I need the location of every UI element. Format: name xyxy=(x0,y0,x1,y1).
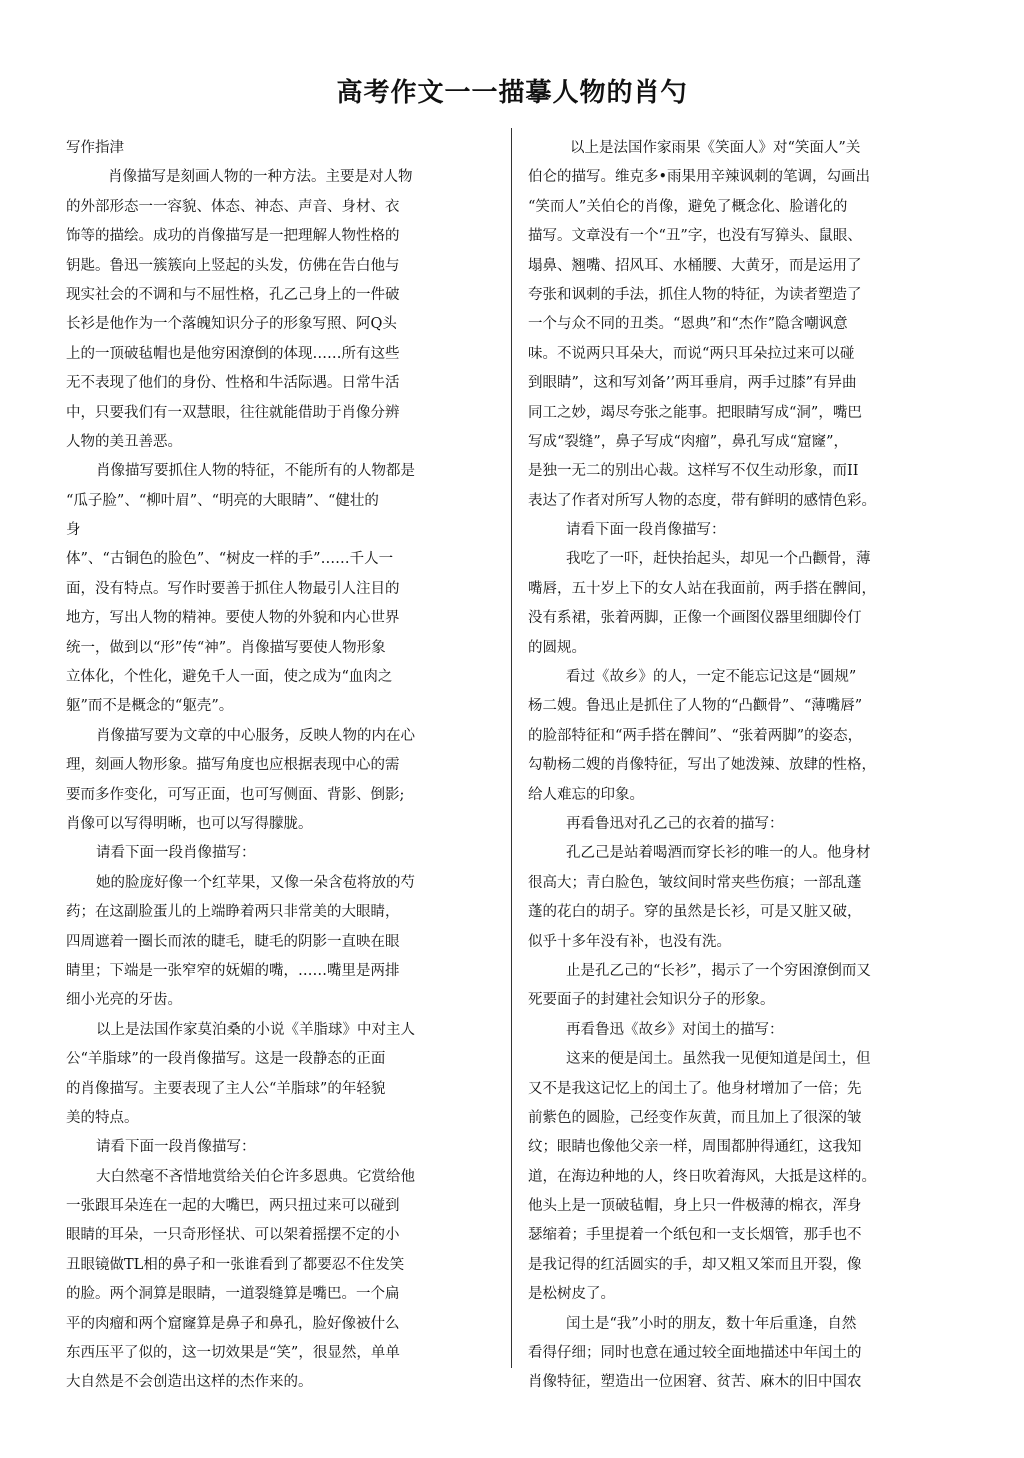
text-line: 中，只要我们有一双慧眼，往往就能借助于肖像分辨 xyxy=(66,404,400,421)
text-line: 钥匙。鲁迅一簇簇向上竖起的头发，仿佛在告白他与 xyxy=(66,257,400,274)
text-line: 瑟缩着；手里提着一个纸包和一支长烟管，那手也不 xyxy=(528,1227,862,1244)
text-line: 地方，写出人物的精神。要使人物的外貌和内心世界 xyxy=(66,610,400,627)
text-line: 身 xyxy=(66,522,81,539)
text-line: 道，在海边种地的人，终日吹着海风，大抵是这样的。 xyxy=(528,1168,876,1185)
text-line: 我吃了一吓，赶快抬起头，却见一个凸颧骨，薄 xyxy=(566,551,871,568)
text-line: 夸张和讽刺的手法，抓住人物的特征，为读者塑造了 xyxy=(528,286,862,303)
text-line: 面，没有特点。写作时要善于抓住人物最引人注目的 xyxy=(66,580,400,597)
text-line: 美的特点。 xyxy=(66,1109,139,1126)
text-line: 请看下面一段肖像描写： xyxy=(96,1139,256,1156)
text-line: 表达了作者对所写人物的态度，带有鲜明的感情色彩。 xyxy=(528,492,876,509)
text-line: 味。不说两只耳朵大，而说“两只耳朵拉过来可以碰 xyxy=(528,345,855,362)
text-line: 以上是法国作家莫泊桑的小说《羊脂球》中对主人 xyxy=(96,1021,415,1038)
text-line: 没有系裙，张着两脚，正像一个画图仪器里细脚伶仃 xyxy=(528,610,862,627)
text-line: 死要面子的封建社会知识分子的形象。 xyxy=(528,992,775,1009)
text-line: 理，刻画人物形象。描写角度也应根据表现中心的需 xyxy=(66,757,400,774)
text-line: 闰土是“我”小时的朋友，数十年后重逢，自然 xyxy=(566,1315,857,1332)
text-line: 的脸部特征和“两手搭在髀间”、“张着两脚”的姿态， xyxy=(528,727,863,744)
text-line: 丑眼镜做TL相的鼻子和一张谁看到了都要忍不住发笑 xyxy=(66,1256,405,1273)
text-line: 睛里；下端是一张窄窄的妩媚的嘴，……嘴里是两排 xyxy=(66,962,400,979)
text-line: 无不表现了他们的身份、性格和牛活际遇。日常牛活 xyxy=(66,375,400,392)
text-line: 统一，做到以“形”传“神”。肖像描写要使人物形象 xyxy=(66,639,386,656)
page-title: 高考作文一一描摹人物的肖勺 xyxy=(336,78,688,108)
text-line: 止是孔乙己的“长衫”，揭示了一个穷困潦倒而又 xyxy=(566,962,871,979)
text-line: 杨二嫂。鲁迅止是抓住了人物的“凸颧骨”、“薄嘴唇” xyxy=(528,698,863,715)
text-line: 勾勒杨二嫂的肖像特征，写出了她泼辣、放肆的性格， xyxy=(528,757,876,774)
text-line: 似乎十多年没有补，也没有洗。 xyxy=(528,933,731,950)
text-line: 公“羊脂球”的一段肖像描写。这是一段静态的正面 xyxy=(66,1051,386,1068)
text-line: 上的一顶破毡帽也是他穷困潦倒的体现……所有这些 xyxy=(66,345,400,362)
text-line: 肖像描写要抓住人物的特征，不能所有的人物都是 xyxy=(96,463,415,480)
text-line: 肖像特征，塑造出一位困窘、贫苦、麻木的旧中国农 xyxy=(528,1374,862,1391)
text-line: 一张跟耳朵连在一起的大嘴巴，两只扭过来可以碰到 xyxy=(66,1198,400,1215)
text-line: 要而多作变化，可写正面，也可写侧面、背影、倒影; xyxy=(66,786,405,803)
text-line: 伯仑的描写。维克多•雨果用辛辣讽刺的笔调，勾画出 xyxy=(528,169,871,186)
text-line: 他头上是一顶破毡帽，身上只一件极薄的棉衣，浑身 xyxy=(528,1198,862,1215)
text-line: 又不是我这记忆上的闰土了。他身材增加了一倍；先 xyxy=(528,1080,862,1097)
text-line: 再看鲁迅对孔乙己的衣着的描写： xyxy=(566,815,784,832)
text-line: 纹；眼睛也像他父亲一样，周围都肿得通红，这我知 xyxy=(528,1139,862,1156)
text-line: 蓬的花白的胡子。穿的虽然是长衫，可是又脏又破， xyxy=(528,904,862,921)
text-line: “笑而人”关伯仑的肖像，避免了概念化、脸谱化的 xyxy=(528,198,848,215)
text-line: 同工之妙，竭尽夸张之能事。把眼睛写成“洞”，嘴巴 xyxy=(528,404,862,421)
text-line: 塌鼻、翘嘴、招风耳、水桶腰、大黄牙，而是运用了 xyxy=(528,257,862,274)
text-line: 看过《故乡》的人，一定不能忘记这是“圆规” xyxy=(566,669,857,686)
text-line: 的圆规。 xyxy=(528,639,586,656)
text-line: 再看鲁迅《故乡》对闰土的描写： xyxy=(566,1021,784,1038)
text-line: 大自然是不会创造出这样的杰作来的。 xyxy=(66,1374,313,1391)
text-line: 眼睛的耳朵，一只奇形怪状、可以架着摇摆不定的小 xyxy=(66,1227,400,1244)
text-line: 的脸。两个洞算是眼睛，一道裂缝算是嘴巴。一个扁 xyxy=(66,1286,400,1303)
text-line: 以上是法国作家雨果《笑面人》对“笑面人”关 xyxy=(570,140,861,156)
column-divider xyxy=(511,128,512,1368)
text-line: 很高大；青白脸色，皱纹间时常夹些伤痕；一部乱蓬 xyxy=(528,874,862,891)
text-line: 躯”而不是概念的“躯壳”。 xyxy=(66,698,234,715)
text-line: 嘴唇，五十岁上下的女人站在我面前，两手搭在髀间， xyxy=(528,580,876,597)
text-line: 体”、“古铜色的脸色”、“树皮一样的手”……千人一 xyxy=(66,551,394,568)
text-line: 孔乙己是站着喝酒而穿长衫的唯一的人。他身材 xyxy=(566,845,871,862)
text-line: 人物的美丑善恶。 xyxy=(66,433,182,450)
text-line: 长衫是他作为一个落魄知识分子的形象写照、阿Q头 xyxy=(66,316,397,333)
text-line: 写成“裂缝”，鼻子写成“肉瘤”，鼻孔写成“窟窿”， xyxy=(528,433,848,450)
text-line: 这来的便是闰土。虽然我一见便知道是闰土，但 xyxy=(566,1051,871,1068)
text-line: 请看下面一段肖像描写： xyxy=(96,845,256,862)
text-line: 到眼睛”，这和写刘备’’两耳垂肩，两手过膝”有异曲 xyxy=(528,375,857,392)
left-column xyxy=(66,134,491,1398)
text-line: 前紫色的圆脸，己经变作灰黄，而且加上了很深的皱 xyxy=(528,1109,862,1126)
text-line: 药；在这副脸蛋儿的上端睁着两只非常美的大眼睛， xyxy=(66,904,400,921)
text-line: 细小光亮的牙齿。 xyxy=(66,992,182,1009)
text-line: 她的脸庞好像一个红苹果，又像一朵含苞将放的芍 xyxy=(96,874,415,891)
text-line: 的肖像描写。主要表现了主人公“羊脂球”的年轻貌 xyxy=(66,1080,386,1097)
text-line: 东西压平了似的，这一切效果是“笑”，很显然，单单 xyxy=(66,1345,400,1362)
text-line: 肖像可以写得明晰，也可以写得朦胧。 xyxy=(66,815,313,832)
text-line: 大白然毫不吝惜地赏给关伯仑许多恩典。它赏给他 xyxy=(96,1168,415,1185)
text-line: 现实社会的不调和与不屈性格，孔乙己身上的一件破 xyxy=(66,286,400,303)
text-line: 看得仔细；同时也意在通过较全面地描述中年闰土的 xyxy=(528,1345,862,1362)
text-line: “瓜子脸”、“柳叶眉”、“明亮的大眼睛”、“健壮的 xyxy=(66,492,379,509)
text-line: 请看下面一段肖像描写： xyxy=(566,522,726,539)
text-line: 四周遮着一圈长而浓的睫毛，睫毛的阴影一直映在眼 xyxy=(66,933,400,950)
text-line: 是我记得的红活圆实的手，却又粗又笨而且开裂，像 xyxy=(528,1256,862,1273)
right-column xyxy=(528,134,940,1398)
text-line: 饰等的描绘。成功的肖像描写是一把理解人物性格的 xyxy=(66,228,400,245)
text-line: 是松树皮了。 xyxy=(528,1286,615,1303)
text-line: 立体化，个性化，避免千人一面，使之成为“血肉之 xyxy=(66,669,393,686)
text-line: 一个与众不同的丑类。“恩典”和“杰作”隐含嘲讽意 xyxy=(528,316,848,333)
text-line: 平的肉瘤和两个窟窿算是鼻子和鼻孔，脸好像被什么 xyxy=(66,1315,400,1332)
text-line: 肖像描写要为文章的中心服务，反映人物的内在心 xyxy=(96,727,415,744)
text-line: 写作指津 xyxy=(66,140,124,156)
text-line: 的外部形态一一容貌、体态、神态、声音、身材、衣 xyxy=(66,198,400,215)
text-line: 是独一无二的别出心裁。这样写不仅生动形象，而II xyxy=(528,463,859,480)
text-line: 描写。文章没有一个“丑”字，也没有写獐头、鼠眼、 xyxy=(528,228,862,245)
text-line: 肖像描写是刻画人物的一种方法。主要是对人物 xyxy=(108,169,413,186)
text-line: 给人难忘的印象。 xyxy=(528,786,644,803)
